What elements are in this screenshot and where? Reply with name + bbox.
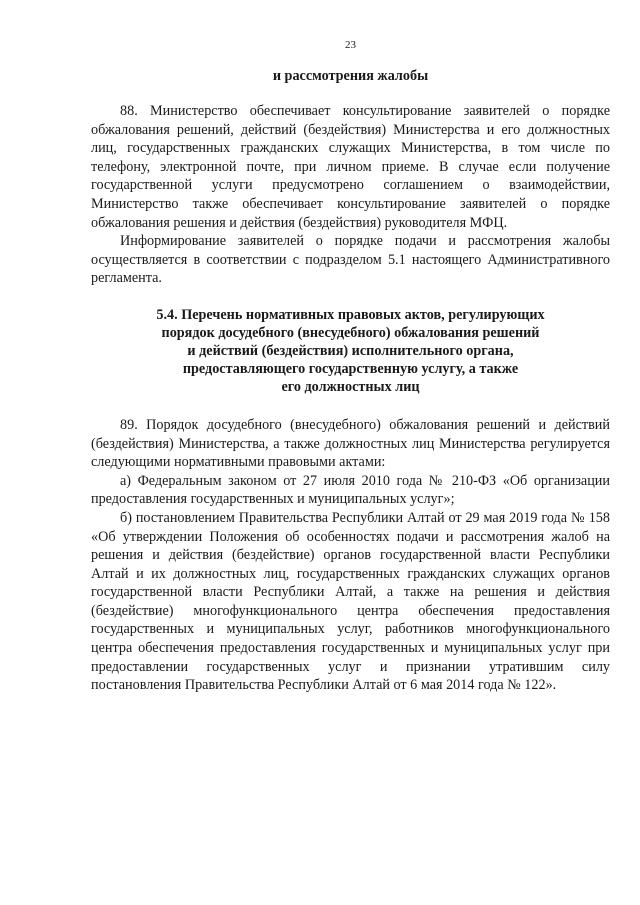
document-page: [91, 38, 610, 695]
page-number: 23: [345, 39, 356, 51]
list-item-b: б) постановлением Правительства Республики Алтай от 29 мая 2019 года № 158 «Об утверждении Положения об особенностях подачи и рассмотрения жалоб на решения и действия (бездействие) органов государственной власти Республики Алтай и их должностных лиц, государственных гражданских служащих органов государственной власти Республики Алтай, а также на решения и действия (бездействие) многофункционального центра обеспечения предоставления государственных и муниципальных услуг, работников многофункционального центра обеспечения предоставления государственных и муниципальных услуг при предоставлении государственных услуг и признании утратившим силу постановления Правительства Республики Алтай от 6 мая 2014 года № 122».: [91, 509, 610, 694]
paragraph-informing: Информирование заявителей о порядке подачи и рассмотрения жалобы осуществляется в соответствии с подразделом 5.1 настоящего Административного регламента.: [91, 233, 610, 287]
section-heading-line: его должностных лиц: [281, 378, 420, 395]
list-item-a: а) Федеральным законом от 27 июля 2010 года № 210-ФЗ «Об организации предоставления государственных и муниципальных услуг»;: [91, 472, 610, 508]
section-heading-5-4: [91, 306, 610, 396]
section-heading-line: предоставляющего государственную услугу, а также: [182, 360, 519, 377]
subsection-heading-end: и рассмотрения жалобы: [272, 68, 429, 84]
section-heading-line: и действий (бездействия) исполнительного органа,: [187, 342, 514, 359]
section-heading-line: 5.4. Перечень нормативных правовых актов, регулирующих: [156, 306, 545, 323]
section-heading-line: порядок досудебного (внесудебного) обжалования решений: [161, 324, 540, 341]
paragraph-88: 88. Министерство обеспечивает консультирование заявителей о порядке обжалования решений, действий (бездействия) Министерства и его должностных лиц, государственных гражданских служащих Министерства, в том числе по телефону, электронной почте, при личном приеме. В случае если получение государственной услуги предусмотрено соглашением о взаимодействии, Министерство также обеспечивает консультирование заявителей о порядке обжалования решения и действия (бездействия) руководителя МФЦ.: [91, 103, 610, 231]
paragraph-89: 89. Порядок досудебного (внесудебного) обжалования решений и действий (бездействия) Министерства, а также должностных лиц Министерства регулируется следующими нормативными правовыми актами:: [91, 416, 610, 471]
